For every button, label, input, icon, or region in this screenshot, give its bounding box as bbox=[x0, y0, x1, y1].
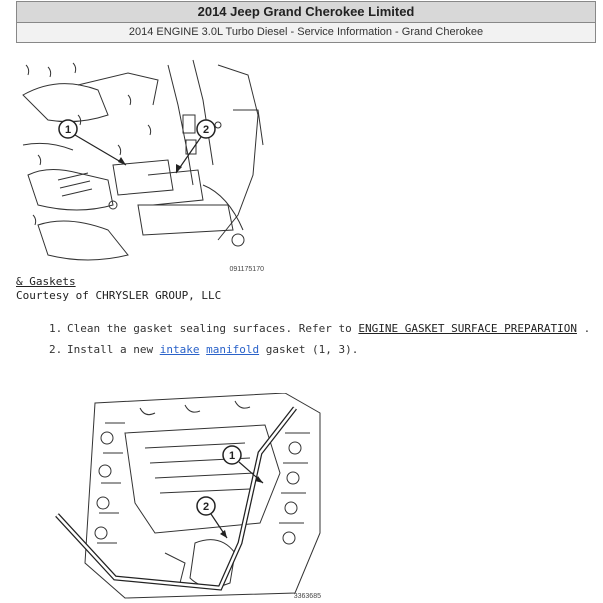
callout-2-fig2: 2 bbox=[202, 501, 210, 513]
callout-1: 1 bbox=[64, 124, 72, 136]
callout-1-fig2: 1 bbox=[228, 450, 236, 462]
figure-code: 091175170 bbox=[229, 266, 264, 273]
engine-illustration-1 bbox=[18, 55, 268, 275]
vehicle-title: 2014 Jeep Grand Cherokee Limited bbox=[17, 2, 595, 23]
step-1: 1. Clean the gasket sealing surfaces. Refer to ENGINE GASKET SURFACE PREPARATION . bbox=[49, 322, 591, 335]
document-header bbox=[16, 1, 596, 43]
engine-gasket-prep-link[interactable]: ENGINE GASKET SURFACE PREPARATION bbox=[358, 322, 577, 335]
caption-credit: Courtesy of CHRYSLER GROUP, LLC bbox=[16, 289, 222, 302]
step-2: 2. Install a new intake manifold gasket (1, 3). bbox=[49, 343, 359, 356]
section-subtitle: 2014 ENGINE 3.0L Turbo Diesel - Service Information - Grand Cherokee bbox=[17, 23, 595, 42]
callout-2: 2 bbox=[202, 124, 210, 136]
procedure-steps bbox=[49, 318, 590, 360]
figure-code-2: 3363685 bbox=[293, 593, 321, 600]
figure-caption bbox=[16, 275, 221, 303]
intake-link[interactable]: intake bbox=[159, 343, 200, 356]
engine-illustration-2 bbox=[45, 393, 325, 603]
caption-heading: & Gaskets bbox=[16, 275, 76, 288]
manifold-link[interactable]: manifold bbox=[206, 343, 260, 356]
